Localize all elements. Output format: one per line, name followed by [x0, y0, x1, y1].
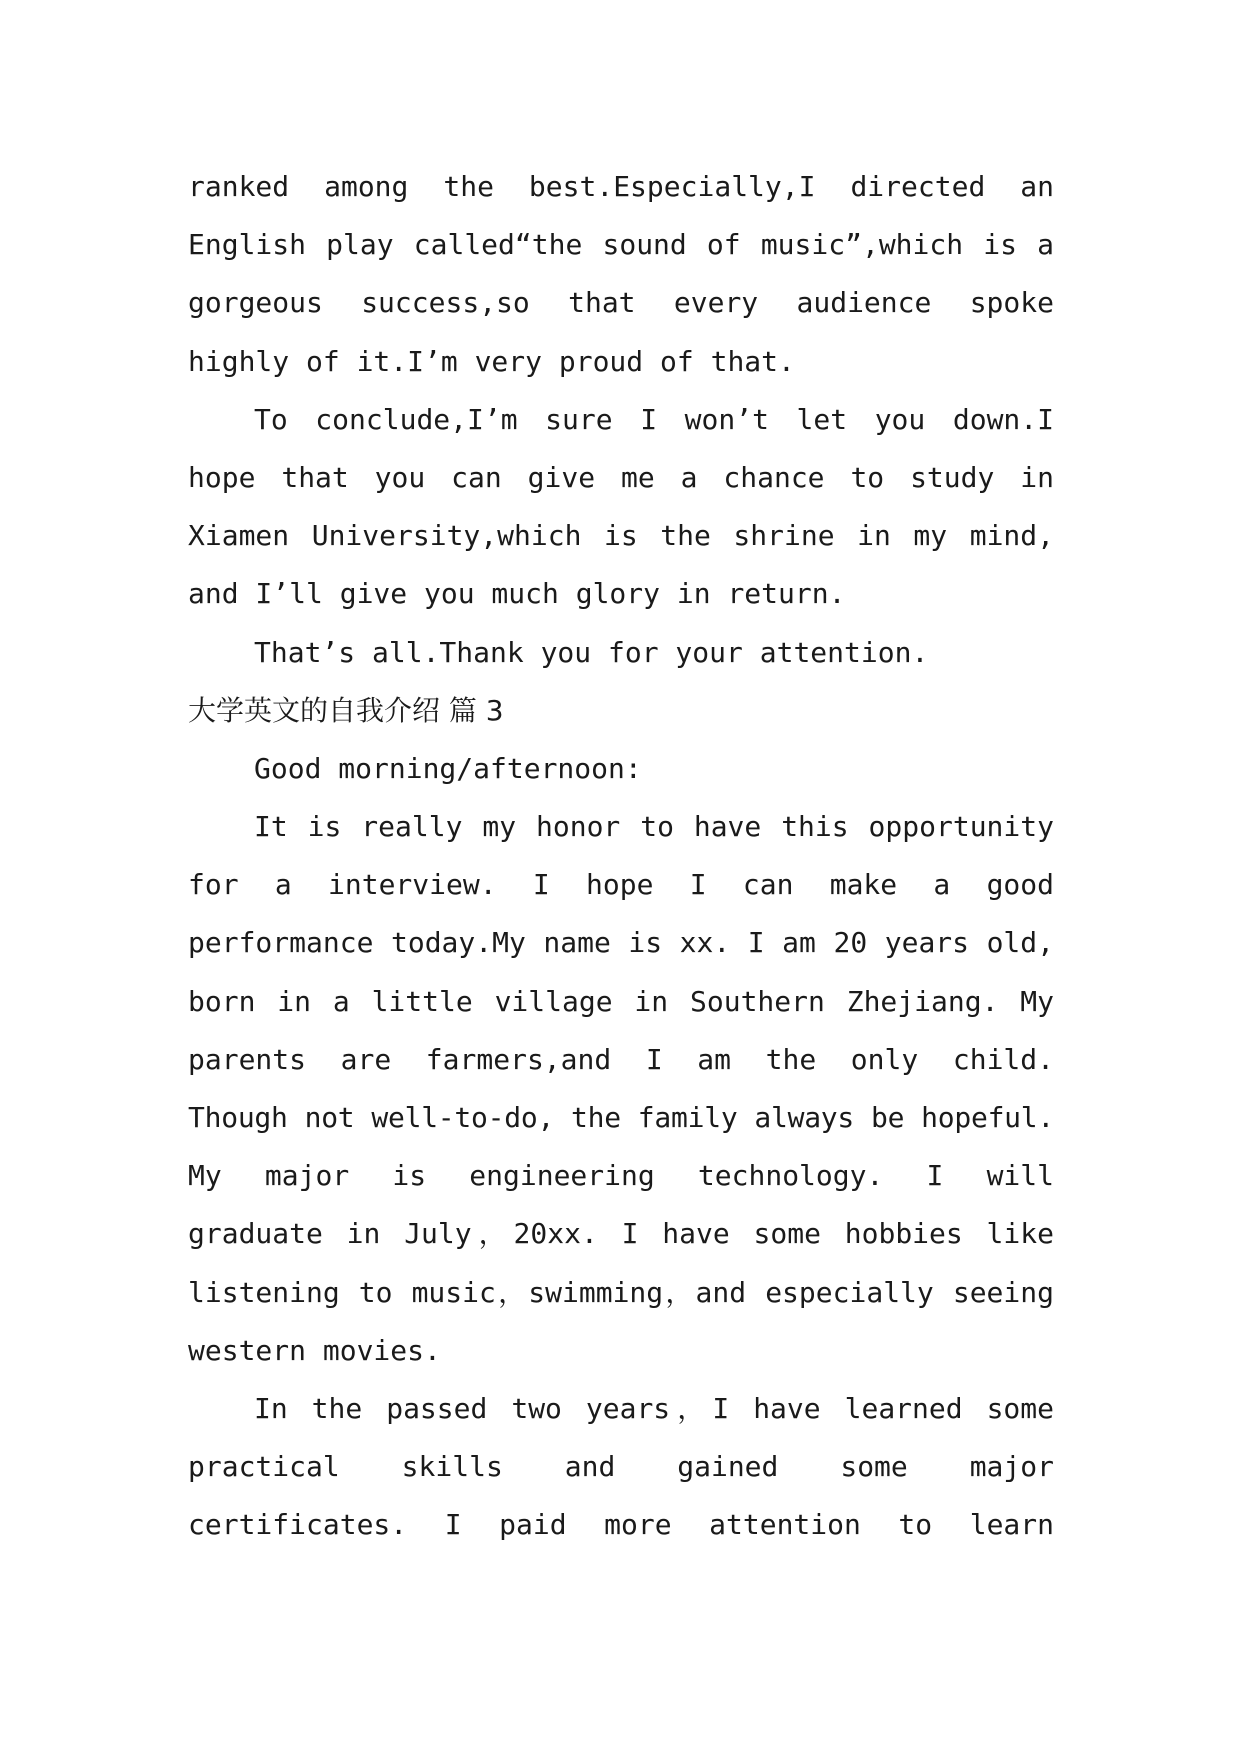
text-line: That’s all.Thank you for your attention.	[254, 635, 929, 669]
text-line: certificates. I paid more attention to learn	[188, 1508, 1054, 1542]
text-line: To conclude,I’m sure I won’t let you down.I	[254, 402, 1054, 436]
text-line: performance today.My name is xx. I am 20 years old,	[188, 926, 1054, 960]
text-line: Xiamen University,which is the shrine in my mind,	[188, 519, 1054, 553]
text-line: highly of it.I’m very proud of that.	[188, 344, 795, 378]
text-line: practical skills and gained some major	[188, 1450, 1054, 1484]
text-line: parents are farmers,and I am the only child.	[188, 1042, 1054, 1076]
section-heading: 大学英文的自我介绍 篇 3	[188, 693, 504, 727]
text-line: listening to music，swimming，and especially seeing	[188, 1275, 1054, 1309]
text-line: ranked among the best.Especially,I directed an	[188, 170, 1054, 203]
text-line: In the passed two years，I have learned some	[254, 1391, 1054, 1425]
text-line: graduate in July，20xx. I have some hobbies like	[188, 1217, 1054, 1251]
text-line: and I’ll give you much glory in return.	[188, 577, 846, 611]
document-body	[188, 158, 1054, 1555]
text-line: It is really my honor to have this opportunity	[254, 810, 1054, 844]
text-line: for a interview. I hope I can make a good	[188, 868, 1054, 902]
text-line: gorgeous success,so that every audience spoke	[188, 286, 1054, 320]
text-line: English play called“the sound of music”,which is a	[188, 228, 1054, 262]
text-line: western movies.	[188, 1333, 441, 1367]
text-line: Good morning/afternoon:	[254, 751, 642, 785]
text-line: born in a little village in Southern Zhejiang. My	[188, 984, 1054, 1018]
text-line: hope that you can give me a chance to study in	[188, 460, 1054, 494]
text-line: My major is engineering technology. I will	[188, 1159, 1054, 1193]
text-line: Though not well-to-do, the family always be hopeful.	[188, 1101, 1054, 1134]
